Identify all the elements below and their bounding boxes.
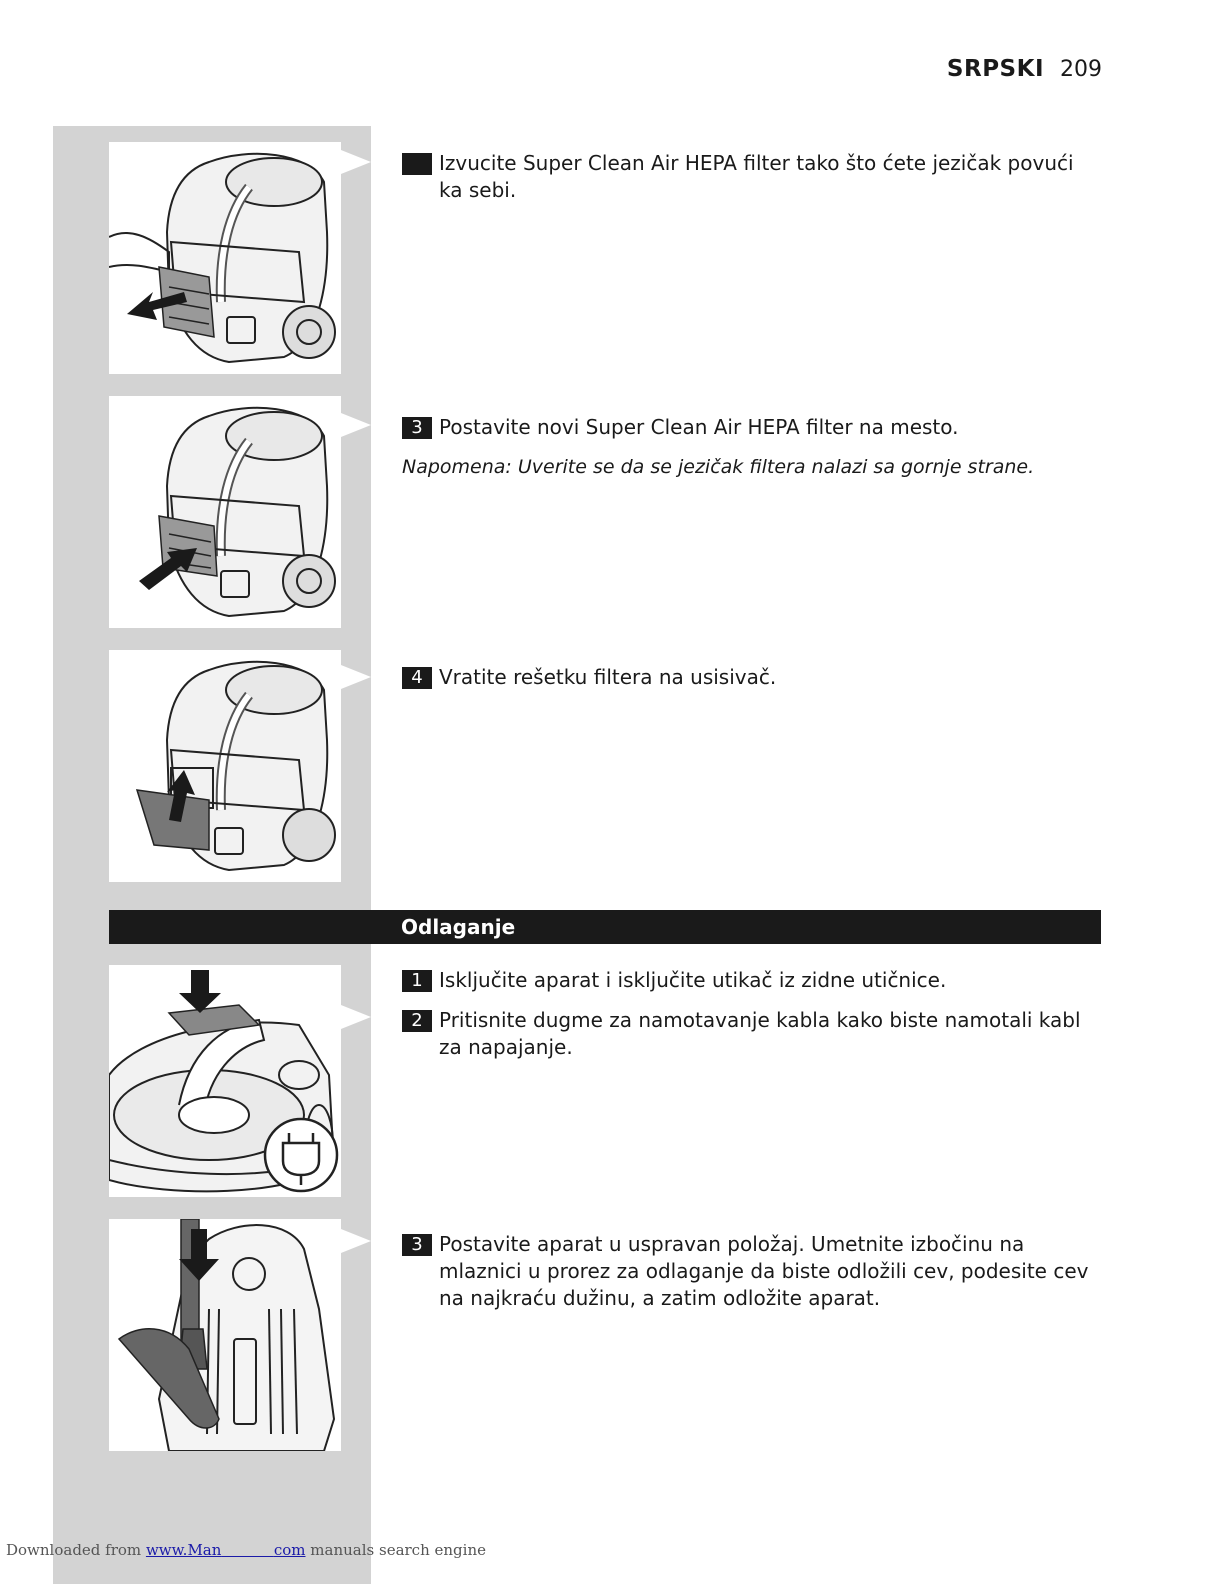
- vacuum-storage-drawing: [109, 1219, 341, 1451]
- step-text: Pritisnite dugme za namotavanje kabla kako biste namotali kabl za napajanje.: [439, 1008, 1081, 1059]
- download-footer: [6, 1541, 486, 1559]
- step-insert-filter: [402, 414, 1102, 441]
- callout-notch: [341, 413, 371, 437]
- footer-prefix: Downloaded from: [6, 1541, 142, 1559]
- step-number: 4: [402, 667, 432, 689]
- step-number: 3: [402, 417, 432, 439]
- footer-link[interactable]: www.Man com: [145, 1541, 306, 1559]
- step-unplug: [402, 967, 1102, 994]
- vacuum-replace-grille-drawing: [109, 650, 341, 882]
- footer-suffix: manuals search engine: [310, 1541, 486, 1559]
- step-park-appliance: [402, 1231, 1102, 1312]
- callout-notch: [341, 1005, 371, 1029]
- vacuum-remove-filter-drawing: [109, 142, 341, 374]
- step-number: 2: [402, 1010, 432, 1032]
- step-number: [402, 153, 432, 175]
- step-text: Izvucite Super Clean Air HEPA filter tako što ćete jezičak povući ka sebi.: [439, 151, 1074, 202]
- step-replace-grille: [402, 664, 1102, 691]
- vacuum-cord-rewind-drawing: [109, 965, 341, 1197]
- page-number: 209: [1060, 57, 1102, 82]
- page-header: [947, 56, 1102, 82]
- note-label: Napomena:: [402, 456, 512, 478]
- illustration-storage: [109, 1219, 341, 1451]
- section-title: Odlaganje: [401, 915, 516, 939]
- callout-notch: [341, 1229, 371, 1253]
- callout-notch: [341, 150, 371, 174]
- step-text: Isključite aparat i isključite utikač iz zidne utičnice.: [439, 968, 947, 992]
- step-text: Vratite rešetku filtera na usisivač.: [439, 665, 777, 689]
- section-header-bar: [109, 910, 1101, 944]
- step-text: Postavite novi Super Clean Air HEPA filter na mesto.: [439, 415, 959, 439]
- illustration-insert-filter: [109, 396, 341, 628]
- illustration-remove-filter: [109, 142, 341, 374]
- step-text: Postavite aparat u uspravan položaj. Umetnite izbočinu na mlaznici u prorez za odlaganje da biste odložili cev, podesite cev na najkraću dužinu, a zatim odložite aparat.: [439, 1232, 1089, 1310]
- callout-notch: [341, 665, 371, 689]
- step-number: 3: [402, 1234, 432, 1256]
- note-text: Uverite se da se jezičak filtera nalazi sa gornje strane.: [517, 456, 1035, 478]
- illustration-cord-rewind: [109, 965, 341, 1197]
- vacuum-insert-filter-drawing: [109, 396, 341, 628]
- step-rewind-cord: [402, 1007, 1102, 1061]
- illustration-replace-grille: [109, 650, 341, 882]
- language-label: SRPSKI: [946, 56, 1044, 82]
- step-number: 1: [402, 970, 432, 992]
- note: [402, 454, 1102, 480]
- step-remove-filter: [402, 150, 1102, 204]
